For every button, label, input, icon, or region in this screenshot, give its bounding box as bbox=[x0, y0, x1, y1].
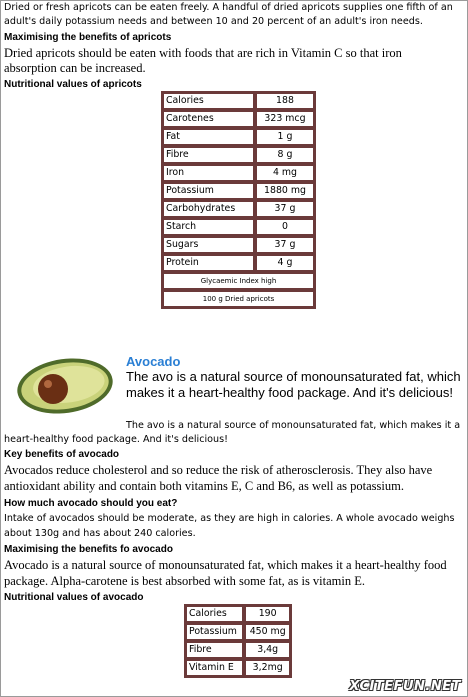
nutrient-value: 450 mg bbox=[245, 624, 290, 640]
apricot-maximising-line-1: Dried apricots should be eaten with foods that are rich in Vitamin C so that iron bbox=[4, 46, 402, 60]
avocado-key-benefits-line-2: antioxidant ability and contain both vitamins E, C and B6, as well as potassium. bbox=[4, 479, 404, 493]
nutrient-name: Calories bbox=[163, 93, 254, 109]
nutrient-value: 1880 mg bbox=[256, 183, 314, 199]
avocado-lead: The avo is a natural source of monounsaturated fat, which makes it a heart-healthy food package. And it's delicious! bbox=[126, 369, 461, 400]
serving-size-note: 100 g Dried apricots bbox=[163, 291, 314, 307]
nutrient-name: Calories bbox=[186, 606, 243, 622]
table-row bbox=[186, 606, 290, 622]
avocado-maximising-line-1: Avocado is a natural source of monounsaturated fat, which makes it a heart-healthy food bbox=[4, 558, 447, 572]
table-row bbox=[163, 147, 314, 163]
nutrient-name: Protein bbox=[163, 255, 254, 271]
nutrient-value: 3,2mg bbox=[245, 660, 290, 676]
apricot-intro-line-1: Dried or fresh apricots can be eaten freely. A handful of dried apricots supplies one fifth of an bbox=[4, 2, 453, 13]
nutrient-value: 3,4g bbox=[245, 642, 290, 658]
table-row bbox=[163, 237, 314, 253]
table-row bbox=[163, 165, 314, 181]
nutrient-name: Carotenes bbox=[163, 111, 254, 127]
nutrient-value: 4 mg bbox=[256, 165, 314, 181]
table-row bbox=[163, 111, 314, 127]
avocado-how-much-line-2: about 130g and has about 240 calories. bbox=[4, 528, 196, 539]
apricot-maximising-heading: Maximising the benefits of apricots bbox=[4, 32, 172, 43]
nutrient-value: 323 mcg bbox=[256, 111, 314, 127]
nutrient-value: 188 bbox=[256, 93, 314, 109]
avocado-image bbox=[15, 353, 115, 419]
apricot-nutrition-heading: Nutritional values of apricots bbox=[4, 79, 142, 90]
table-row bbox=[163, 183, 314, 199]
nutrient-name: Sugars bbox=[163, 237, 254, 253]
nutrient-name: Starch bbox=[163, 219, 254, 235]
avocado-maximising-line-2: package. Alpha-carotene is best absorbed with some fat, as is vitamin E. bbox=[4, 574, 366, 588]
nutrient-name: Fibre bbox=[163, 147, 254, 163]
avocado-summary-line-1: The avo is a natural source of monounsaturated fat, which makes it a bbox=[126, 420, 461, 431]
nutrient-name: Fat bbox=[163, 129, 254, 145]
nutrient-name: Potassium bbox=[186, 624, 243, 640]
avocado-key-benefits-line-1: Avocados reduce cholesterol and so reduce the risk of atherosclerosis. They also have bbox=[4, 463, 433, 477]
nutrient-value: 8 g bbox=[256, 147, 314, 163]
nutrient-name: Carbohydrates bbox=[163, 201, 254, 217]
nutrient-value: 37 g bbox=[256, 201, 314, 217]
table-footer-row bbox=[163, 273, 314, 289]
avocado-how-much-line-1: Intake of avocados should be moderate, as they are high in calories. A whole avocado weighs bbox=[4, 513, 455, 524]
table-row bbox=[163, 255, 314, 271]
nutrient-name: Fibre bbox=[186, 642, 243, 658]
nutrient-name: Vitamin E bbox=[186, 660, 243, 676]
table-row bbox=[186, 660, 290, 676]
nutrient-name: Potassium bbox=[163, 183, 254, 199]
table-row bbox=[163, 219, 314, 235]
nutrient-value: 0 bbox=[256, 219, 314, 235]
table-row bbox=[163, 201, 314, 217]
site-watermark: XCITEFUN.NET bbox=[349, 679, 461, 694]
apricot-nutrition-table bbox=[161, 91, 316, 309]
table-footer-row bbox=[163, 291, 314, 307]
table-row bbox=[163, 129, 314, 145]
avocado-maximising-heading: Maximising the benefits fo avocado bbox=[4, 544, 173, 555]
nutrient-name: Iron bbox=[163, 165, 254, 181]
avocado-key-benefits-heading: Key benefits of avocado bbox=[4, 449, 120, 460]
table-row bbox=[186, 624, 290, 640]
nutrient-value: 37 g bbox=[256, 237, 314, 253]
nutrient-value: 1 g bbox=[256, 129, 314, 145]
avocado-nutrition-table bbox=[184, 604, 292, 678]
avocado-how-much-heading: How much avocado should you eat? bbox=[4, 498, 178, 509]
avocado-summary-line-2: heart-healthy food package. And it's delicious! bbox=[4, 434, 228, 445]
avocado-title: Avocado bbox=[126, 354, 181, 369]
table-row bbox=[186, 642, 290, 658]
nutrient-value: 190 bbox=[245, 606, 290, 622]
nutrient-value: 4 g bbox=[256, 255, 314, 271]
apricot-intro-line-2: adult's daily potassium needs and between 10 and 20 percent of an adult's iron needs. bbox=[4, 16, 423, 27]
apricot-maximising-line-2: absorption can be increased. bbox=[4, 61, 146, 75]
table-row bbox=[163, 93, 314, 109]
avocado-nutrition-heading: Nutritional values of avocado bbox=[4, 592, 144, 603]
glycaemic-index-note: Glycaemic Index high bbox=[163, 273, 314, 289]
